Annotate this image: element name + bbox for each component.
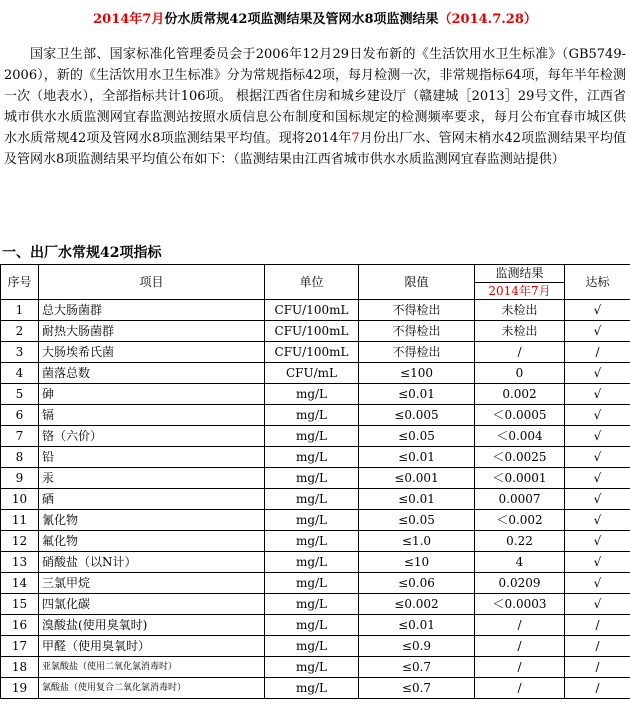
- cell-limit: ≤1.0: [359, 531, 475, 552]
- cell-compliance: √: [565, 573, 630, 594]
- header-unit: 单位: [265, 265, 359, 300]
- cell-unit: mg/L: [265, 447, 359, 468]
- cell-limit: ≤0.9: [359, 636, 475, 657]
- header-limit: 限值: [359, 265, 475, 300]
- page-title: [0, 8, 630, 27]
- cell-result: ＜0.0025: [475, 447, 565, 468]
- cell-result: /: [475, 342, 565, 363]
- table-row: [1, 300, 630, 321]
- cell-limit: ≤0.01: [359, 489, 475, 510]
- cell-seq: 3: [1, 342, 39, 363]
- title-date: （2014.7.28）: [438, 12, 537, 27]
- table-row: [1, 678, 630, 699]
- table-row: [1, 510, 630, 531]
- header-result-month: 2014年7月: [488, 284, 551, 298]
- table-row: [1, 468, 630, 489]
- cell-item: 大肠埃希氏菌: [39, 342, 265, 363]
- cell-item: 耐热大肠菌群: [39, 321, 265, 342]
- table-header-row: [1, 265, 630, 300]
- cell-result: 0.0007: [475, 489, 565, 510]
- header-compliance: 达标: [565, 265, 630, 300]
- table-row: [1, 636, 630, 657]
- cell-result: ＜0.002: [475, 510, 565, 531]
- cell-result: ＜0.004: [475, 426, 565, 447]
- cell-item: 砷: [39, 384, 265, 405]
- cell-item: 总大肠菌群: [39, 300, 265, 321]
- cell-limit: ≤0.7: [359, 657, 475, 678]
- cell-unit: mg/L: [265, 489, 359, 510]
- cell-item: 铬（六价）: [39, 426, 265, 447]
- table-row: [1, 321, 630, 342]
- results-table: [0, 264, 630, 699]
- cell-seq: 9: [1, 468, 39, 489]
- cell-compliance: √: [565, 510, 630, 531]
- header-result: [475, 265, 565, 300]
- cell-result: /: [475, 636, 565, 657]
- cell-item: 甲醛（使用臭氧时）: [39, 636, 265, 657]
- cell-unit: mg/L: [265, 573, 359, 594]
- cell-result: /: [475, 678, 565, 699]
- cell-compliance: √: [565, 552, 630, 573]
- intro-month: 7: [351, 131, 360, 146]
- cell-compliance: √: [565, 405, 630, 426]
- cell-seq: 13: [1, 552, 39, 573]
- cell-result: 4: [475, 552, 565, 573]
- table-row: [1, 657, 630, 678]
- cell-seq: 6: [1, 405, 39, 426]
- cell-result: 未检出: [475, 300, 565, 321]
- table-row: [1, 594, 630, 615]
- cell-seq: 5: [1, 384, 39, 405]
- cell-item: 四氯化碳: [39, 594, 265, 615]
- cell-limit: ≤0.01: [359, 447, 475, 468]
- cell-limit: ≤0.06: [359, 573, 475, 594]
- cell-limit: 不得检出: [359, 342, 475, 363]
- header-result-label: 监测结果: [475, 265, 564, 283]
- cell-seq: 10: [1, 489, 39, 510]
- cell-result: 0.002: [475, 384, 565, 405]
- cell-compliance: √: [565, 447, 630, 468]
- cell-compliance: /: [565, 678, 630, 699]
- title-main: 份水质常规42项监测结果及管网水8项监测结果: [164, 12, 439, 27]
- cell-unit: mg/L: [265, 426, 359, 447]
- cell-item: 氰化物: [39, 510, 265, 531]
- cell-unit: mg/L: [265, 468, 359, 489]
- intro-text-1: 国家卫生部、国家标准化管理委员会于2006年12月29日发布新的《生活饮用水卫生标准》（GB5749-2006），新的《生活饮用水卫生标准》分为常规指标42项，每月检测一次，非常规指标64项，每年半年检测一次（地表水），全部指标共计106项。 根据江西省住房和城乡建设厅（赣建城［2013］29号文件，江西省城市供水水质监测网宜春监测站按照水质信息公布制度和国标规定的检测频率要求，每月公布宜春市城区供水水质常规42项及管网水8项监测结果平均值。现将2014年: [4, 47, 626, 146]
- cell-unit: mg/L: [265, 531, 359, 552]
- title-month: 2014年7月: [93, 12, 165, 27]
- cell-seq: 2: [1, 321, 39, 342]
- cell-compliance: /: [565, 342, 630, 363]
- cell-compliance: /: [565, 615, 630, 636]
- intro-paragraph: [4, 44, 626, 170]
- cell-limit: ≤0.005: [359, 405, 475, 426]
- cell-seq: 8: [1, 447, 39, 468]
- cell-item: 溴酸盐(使用臭氧时): [39, 615, 265, 636]
- cell-unit: CFU/100mL: [265, 342, 359, 363]
- table-row: [1, 573, 630, 594]
- cell-result: 0.0209: [475, 573, 565, 594]
- cell-result: ＜0.0001: [475, 468, 565, 489]
- cell-seq: 18: [1, 657, 39, 678]
- cell-compliance: √: [565, 594, 630, 615]
- cell-item: 硒: [39, 489, 265, 510]
- cell-item: 菌落总数: [39, 363, 265, 384]
- intro-text-2: 月份出厂水、管网末梢水42项监测结果平均值及管网水8项监测结果平均值公布如下：（监测结果由江西省城市供水水质监测网宜春监测站提供）: [4, 131, 626, 167]
- cell-result: 未检出: [475, 321, 565, 342]
- cell-compliance: √: [565, 468, 630, 489]
- table-row: [1, 489, 630, 510]
- cell-item: 亚氯酸盐（使用二氧化氯消毒时）: [39, 657, 265, 678]
- cell-unit: mg/L: [265, 384, 359, 405]
- cell-seq: 4: [1, 363, 39, 384]
- header-seq: 序号: [1, 265, 39, 300]
- cell-seq: 1: [1, 300, 39, 321]
- table-row: [1, 552, 630, 573]
- cell-compliance: √: [565, 321, 630, 342]
- cell-limit: ≤0.01: [359, 615, 475, 636]
- header-item: 项目: [39, 265, 265, 300]
- cell-unit: CFU/100mL: [265, 300, 359, 321]
- cell-limit: 不得检出: [359, 300, 475, 321]
- cell-seq: 17: [1, 636, 39, 657]
- cell-seq: 16: [1, 615, 39, 636]
- cell-unit: mg/L: [265, 615, 359, 636]
- cell-compliance: √: [565, 489, 630, 510]
- cell-unit: mg/L: [265, 510, 359, 531]
- cell-limit: ≤10: [359, 552, 475, 573]
- cell-unit: mg/L: [265, 678, 359, 699]
- cell-seq: 15: [1, 594, 39, 615]
- table-row: [1, 405, 630, 426]
- cell-item: 镉: [39, 405, 265, 426]
- cell-compliance: √: [565, 531, 630, 552]
- cell-seq: 12: [1, 531, 39, 552]
- cell-compliance: /: [565, 657, 630, 678]
- table-row: [1, 384, 630, 405]
- cell-result: 0: [475, 363, 565, 384]
- cell-limit: ≤0.7: [359, 678, 475, 699]
- cell-item: 氟化物: [39, 531, 265, 552]
- cell-item: 氯酸盐（使用复合二氧化氯消毒时）: [39, 678, 265, 699]
- cell-item: 硝酸盐（以N计）: [39, 552, 265, 573]
- cell-compliance: √: [565, 384, 630, 405]
- table-row: [1, 342, 630, 363]
- cell-unit: mg/L: [265, 552, 359, 573]
- cell-result: /: [475, 657, 565, 678]
- cell-item: 汞: [39, 468, 265, 489]
- cell-compliance: √: [565, 363, 630, 384]
- cell-result: ＜0.0003: [475, 594, 565, 615]
- cell-item: 三氯甲烷: [39, 573, 265, 594]
- cell-unit: mg/L: [265, 594, 359, 615]
- cell-limit: 不得检出: [359, 321, 475, 342]
- cell-result: /: [475, 615, 565, 636]
- cell-unit: mg/L: [265, 405, 359, 426]
- cell-unit: CFU/100mL: [265, 321, 359, 342]
- cell-unit: mg/L: [265, 636, 359, 657]
- table-row: [1, 531, 630, 552]
- cell-limit: ≤0.05: [359, 426, 475, 447]
- cell-unit: CFU/mL: [265, 363, 359, 384]
- table-row: [1, 615, 630, 636]
- section-title: 一、出厂水常规42项指标: [2, 245, 162, 261]
- cell-seq: 11: [1, 510, 39, 531]
- cell-seq: 14: [1, 573, 39, 594]
- cell-limit: ≤100: [359, 363, 475, 384]
- cell-limit: ≤0.001: [359, 468, 475, 489]
- cell-result: 0.22: [475, 531, 565, 552]
- cell-seq: 7: [1, 426, 39, 447]
- cell-seq: 19: [1, 678, 39, 699]
- cell-compliance: √: [565, 426, 630, 447]
- cell-item: 铅: [39, 447, 265, 468]
- cell-unit: mg/L: [265, 657, 359, 678]
- cell-compliance: /: [565, 636, 630, 657]
- cell-limit: ≤0.01: [359, 384, 475, 405]
- table-row: [1, 447, 630, 468]
- table-row: [1, 363, 630, 384]
- table-row: [1, 426, 630, 447]
- cell-compliance: √: [565, 300, 630, 321]
- cell-limit: ≤0.05: [359, 510, 475, 531]
- cell-result: ＜0.0005: [475, 405, 565, 426]
- cell-limit: ≤0.002: [359, 594, 475, 615]
